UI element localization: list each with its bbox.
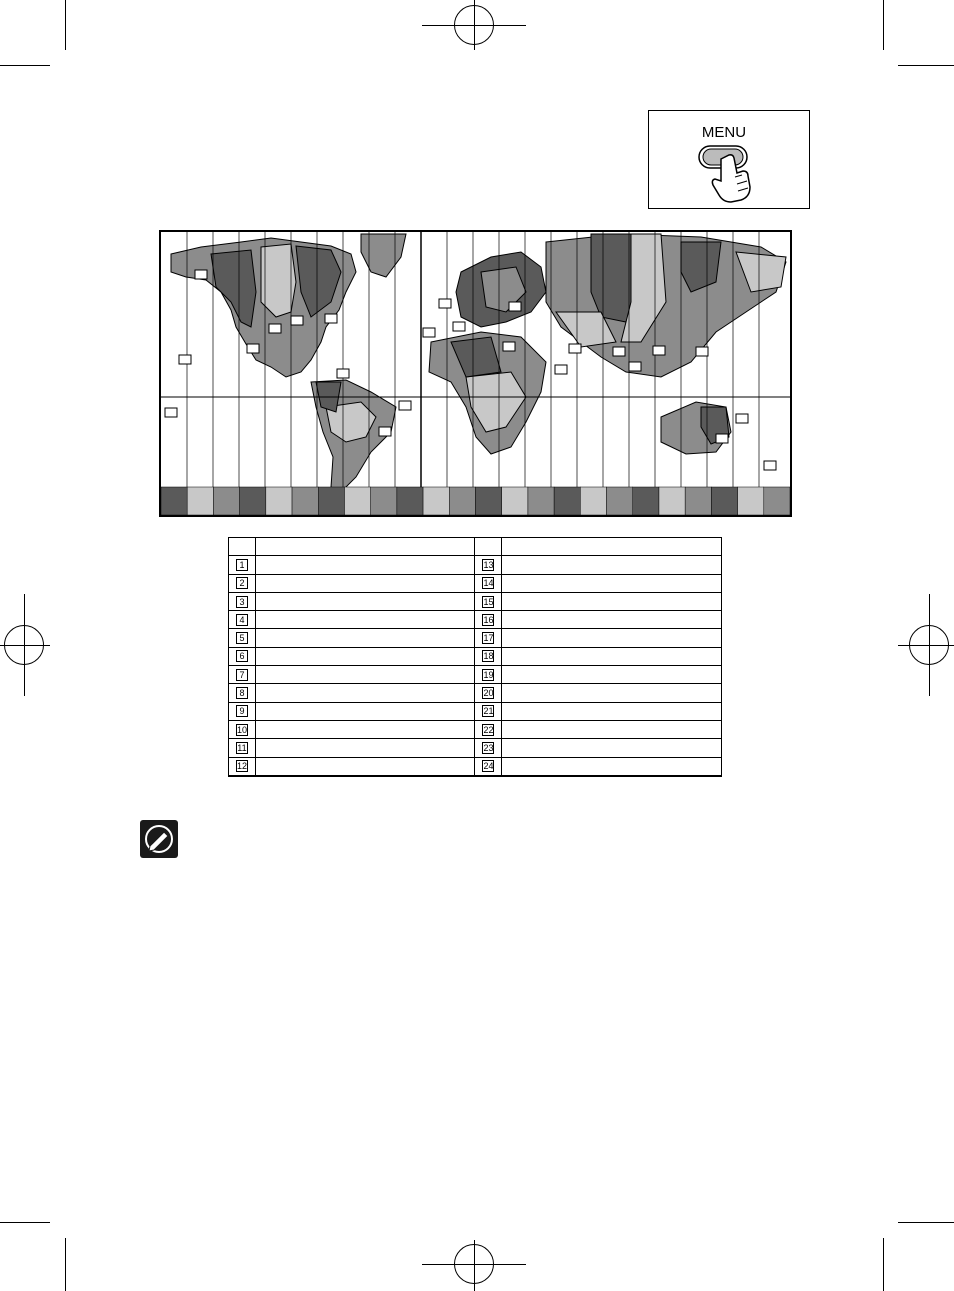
zone-number-cell (475, 702, 502, 720)
menu-label: MENU (701, 124, 747, 141)
zone-number-cell (475, 666, 502, 684)
time-zone-shade-block (213, 487, 239, 515)
table-row (229, 666, 722, 684)
zone-number-cell (475, 757, 502, 776)
zone-number-cell (229, 647, 256, 665)
zone-name (502, 647, 722, 665)
zone-number-cell (475, 739, 502, 757)
zone-name (502, 629, 722, 647)
table-row (229, 574, 722, 592)
zone-number: 1 (236, 559, 248, 571)
zone-name (255, 757, 475, 776)
time-zone-shade-block (397, 487, 423, 515)
time-zone-shade-block (423, 487, 449, 515)
zone-number: 2 (236, 577, 248, 589)
zone-number: 22 (483, 724, 494, 735)
table-row (229, 702, 722, 720)
zone-number-cell (229, 611, 256, 629)
time-zone-shade-block (738, 487, 764, 515)
zone-number: 17 (483, 633, 494, 644)
header-cell (255, 538, 475, 556)
world-time-zone-map (159, 230, 792, 517)
zone-number-cell (229, 629, 256, 647)
zone-number: 4 (236, 614, 248, 626)
zone-name (255, 720, 475, 738)
pencil-note-icon (140, 820, 178, 858)
greenland (361, 234, 406, 277)
zone-name (255, 739, 475, 757)
zone-number: 13 (483, 559, 494, 570)
time-zone-shade-block (633, 487, 659, 515)
crop-mark (65, 0, 66, 50)
zone-number-cell (475, 720, 502, 738)
time-zone-shade-block (318, 487, 344, 515)
table-row (229, 556, 722, 574)
zone-name (255, 556, 475, 574)
zone-name (502, 592, 722, 610)
zone-name (502, 611, 722, 629)
menu-button-illustration (648, 110, 810, 209)
time-zone-shade-block (240, 487, 266, 515)
table-row (229, 684, 722, 702)
zone-number-cell (229, 556, 256, 574)
zone-number-cell (475, 574, 502, 592)
zone-name (502, 702, 722, 720)
zone-name (502, 739, 722, 757)
zone-name (255, 574, 475, 592)
table-row (229, 757, 722, 776)
zone-name (255, 666, 475, 684)
zone-name (502, 720, 722, 738)
zone-name (255, 702, 475, 720)
zone-name (255, 611, 475, 629)
zone-number-cell (229, 720, 256, 738)
time-zone-shade-block (344, 487, 370, 515)
zone-name (255, 684, 475, 702)
map-graphic (161, 232, 790, 515)
table-row (229, 720, 722, 738)
table-row (229, 592, 722, 610)
crop-mark (898, 65, 954, 66)
time-zone-table (228, 537, 722, 777)
zone-number: 24 (483, 761, 494, 772)
time-zone-shade-block (607, 487, 633, 515)
zone-name (502, 757, 722, 776)
crop-mark (883, 0, 884, 50)
zone-number: 11 (237, 742, 247, 753)
zone-number: 5 (236, 632, 248, 644)
pressing-hand-icon (649, 111, 809, 208)
time-zone-shade-block (292, 487, 318, 515)
zone-number: 15 (483, 596, 494, 607)
time-zone-shade-block (449, 487, 475, 515)
zone-name (502, 684, 722, 702)
zone-number: 12 (236, 761, 247, 772)
zone-number-cell (229, 702, 256, 720)
table-row (229, 647, 722, 665)
zone-number-cell (229, 574, 256, 592)
time-zone-shade-block (161, 487, 187, 515)
zone-name (502, 666, 722, 684)
header-cell (502, 538, 722, 556)
time-zone-shade-block (266, 487, 292, 515)
crop-mark (0, 65, 50, 66)
zone-number: 14 (483, 578, 494, 589)
zone-number: 18 (483, 651, 494, 662)
zone-number: 8 (236, 687, 248, 699)
zone-number: 19 (483, 669, 494, 680)
time-zone-shade-block (685, 487, 711, 515)
header-cell (229, 538, 256, 556)
zone-number-cell (475, 647, 502, 665)
zone-number: 20 (483, 688, 494, 699)
zone-number-cell (229, 739, 256, 757)
header-cell (475, 538, 502, 556)
table-row (229, 611, 722, 629)
time-zone-shade-block (764, 487, 790, 515)
zone-number: 9 (236, 705, 248, 717)
zone-number: 10 (236, 724, 247, 735)
crop-mark (898, 1222, 954, 1223)
zone-name (255, 647, 475, 665)
zone-name (502, 574, 722, 592)
zone-name (502, 556, 722, 574)
zone-name (255, 629, 475, 647)
table-header-row (229, 538, 722, 556)
zone-number: 6 (236, 650, 248, 662)
zone-number-cell (475, 611, 502, 629)
zone-number-cell (229, 684, 256, 702)
time-zone-strip (161, 487, 790, 515)
time-zone-shade-block (187, 487, 213, 515)
zone-name (255, 592, 475, 610)
zone-number-cell (229, 666, 256, 684)
time-zone-shade-block (476, 487, 502, 515)
zone-number-cell (475, 592, 502, 610)
zone-number-cell (229, 592, 256, 610)
zone-number: 21 (483, 706, 494, 717)
crop-mark (65, 1238, 66, 1291)
table-row (229, 739, 722, 757)
time-zone-shade-block (711, 487, 737, 515)
zone-number-cell (229, 757, 256, 776)
crop-mark (883, 1238, 884, 1291)
zone-number: 3 (236, 596, 248, 608)
zone-number: 23 (483, 742, 494, 753)
zone-number: 16 (483, 614, 494, 625)
zone-number-cell (475, 629, 502, 647)
time-zone-shade-block (502, 487, 528, 515)
zone-number-cell (475, 684, 502, 702)
crop-mark (0, 1222, 50, 1223)
time-zone-shade-block (371, 487, 397, 515)
table-row (229, 629, 722, 647)
time-zone-shade-block (554, 487, 580, 515)
zone-number-cell (475, 556, 502, 574)
zone-number: 7 (236, 669, 248, 681)
time-zone-shade-block (528, 487, 554, 515)
time-zone-shade-block (580, 487, 606, 515)
time-zone-shade-block (659, 487, 685, 515)
